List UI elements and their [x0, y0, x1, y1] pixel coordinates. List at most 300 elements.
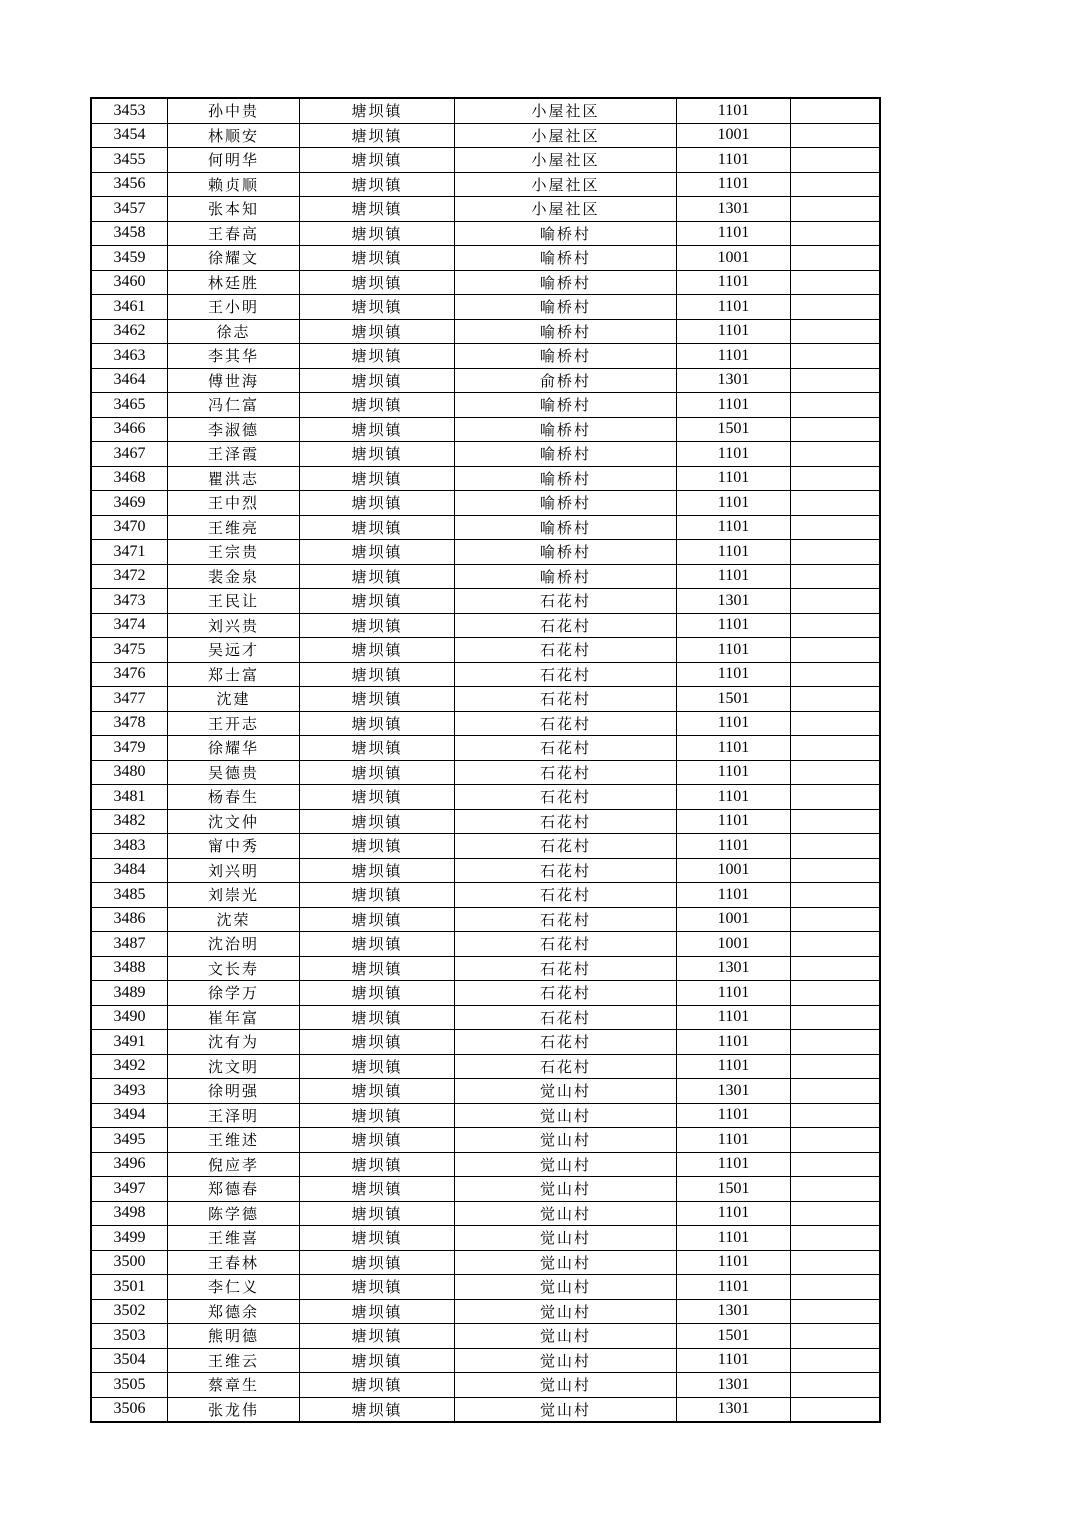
- town-name: 塘坝镇: [300, 123, 455, 148]
- table-row: [91, 221, 880, 246]
- person-name: 甯中秀: [168, 834, 300, 859]
- category-code: 1301: [677, 1079, 791, 1104]
- category-code: 1101: [677, 1054, 791, 1079]
- person-name: 王维喜: [168, 1226, 300, 1251]
- village-name: 石花村: [455, 1030, 677, 1055]
- row-number: 3468: [91, 466, 168, 491]
- category-code: 1301: [677, 197, 791, 222]
- town-name: 塘坝镇: [300, 662, 455, 687]
- village-name: 喻桥村: [455, 564, 677, 589]
- town-name: 塘坝镇: [300, 883, 455, 908]
- town-name: 塘坝镇: [300, 760, 455, 785]
- village-name: 石花村: [455, 1005, 677, 1030]
- village-name: 喻桥村: [455, 246, 677, 271]
- village-name: 觉山村: [455, 1128, 677, 1153]
- category-code: 1101: [677, 1201, 791, 1226]
- town-name: 塘坝镇: [300, 1177, 455, 1202]
- category-code: 1501: [677, 1324, 791, 1349]
- person-name: 郑士富: [168, 662, 300, 687]
- remark-cell: [791, 613, 881, 638]
- remark-cell: [791, 589, 881, 614]
- category-code: 1101: [677, 319, 791, 344]
- table-row: [91, 148, 880, 173]
- category-code: 1101: [677, 1275, 791, 1300]
- village-name: 石花村: [455, 662, 677, 687]
- table-row: [91, 736, 880, 761]
- table-row: [91, 1054, 880, 1079]
- remark-cell: [791, 148, 881, 173]
- row-number: 3467: [91, 442, 168, 467]
- town-name: 塘坝镇: [300, 1103, 455, 1128]
- table-row: [91, 491, 880, 516]
- person-name: 郑德春: [168, 1177, 300, 1202]
- category-code: 1101: [677, 393, 791, 418]
- remark-cell: [791, 932, 881, 957]
- row-number: 3490: [91, 1005, 168, 1030]
- town-name: 塘坝镇: [300, 368, 455, 393]
- remark-cell: [791, 1397, 881, 1422]
- table-row: [91, 1079, 880, 1104]
- table-row: [91, 711, 880, 736]
- category-code: 1101: [677, 148, 791, 173]
- person-name: 沈有为: [168, 1030, 300, 1055]
- row-number: 3461: [91, 295, 168, 320]
- village-name: 觉山村: [455, 1250, 677, 1275]
- table-row: [91, 956, 880, 981]
- row-number: 3456: [91, 172, 168, 197]
- town-name: 塘坝镇: [300, 834, 455, 859]
- village-name: 石花村: [455, 809, 677, 834]
- person-name: 徐耀文: [168, 246, 300, 271]
- table-row: [91, 834, 880, 859]
- row-number: 3459: [91, 246, 168, 271]
- village-name: 觉山村: [455, 1226, 677, 1251]
- person-name: 刘兴贵: [168, 613, 300, 638]
- row-number: 3474: [91, 613, 168, 638]
- village-name: 喻桥村: [455, 466, 677, 491]
- remark-cell: [791, 1250, 881, 1275]
- town-name: 塘坝镇: [300, 638, 455, 663]
- village-name: 石花村: [455, 932, 677, 957]
- row-number: 3495: [91, 1128, 168, 1153]
- remark-cell: [791, 785, 881, 810]
- person-name: 赖贞顺: [168, 172, 300, 197]
- remark-cell: [791, 1373, 881, 1398]
- remark-cell: [791, 638, 881, 663]
- roster-body: [91, 98, 880, 1422]
- category-code: 1101: [677, 98, 791, 123]
- category-code: 1101: [677, 638, 791, 663]
- row-number: 3481: [91, 785, 168, 810]
- category-code: 1101: [677, 1250, 791, 1275]
- town-name: 塘坝镇: [300, 785, 455, 810]
- person-name: 王维云: [168, 1348, 300, 1373]
- village-name: 石花村: [455, 858, 677, 883]
- remark-cell: [791, 883, 881, 908]
- row-number: 3457: [91, 197, 168, 222]
- row-number: 3479: [91, 736, 168, 761]
- category-code: 1101: [677, 466, 791, 491]
- row-number: 3499: [91, 1226, 168, 1251]
- town-name: 塘坝镇: [300, 393, 455, 418]
- table-row: [91, 907, 880, 932]
- category-code: 1101: [677, 834, 791, 859]
- row-number: 3477: [91, 687, 168, 712]
- village-name: 小屋社区: [455, 98, 677, 123]
- remark-cell: [791, 417, 881, 442]
- row-number: 3492: [91, 1054, 168, 1079]
- table-row: [91, 466, 880, 491]
- table-row: [91, 270, 880, 295]
- village-name: 觉山村: [455, 1079, 677, 1104]
- town-name: 塘坝镇: [300, 809, 455, 834]
- town-name: 塘坝镇: [300, 1373, 455, 1398]
- person-name: 倪应孝: [168, 1152, 300, 1177]
- category-code: 1101: [677, 1030, 791, 1055]
- category-code: 1101: [677, 883, 791, 908]
- category-code: 1301: [677, 1373, 791, 1398]
- town-name: 塘坝镇: [300, 981, 455, 1006]
- person-name: 李仁义: [168, 1275, 300, 1300]
- remark-cell: [791, 760, 881, 785]
- row-number: 3455: [91, 148, 168, 173]
- row-number: 3469: [91, 491, 168, 516]
- town-name: 塘坝镇: [300, 466, 455, 491]
- category-code: 1101: [677, 711, 791, 736]
- village-name: 觉山村: [455, 1152, 677, 1177]
- remark-cell: [791, 98, 881, 123]
- table-row: [91, 442, 880, 467]
- row-number: 3473: [91, 589, 168, 614]
- town-name: 塘坝镇: [300, 1226, 455, 1251]
- table-row: [91, 98, 880, 123]
- person-name: 裴金泉: [168, 564, 300, 589]
- person-name: 李淑德: [168, 417, 300, 442]
- category-code: 1101: [677, 1348, 791, 1373]
- village-name: 喻桥村: [455, 417, 677, 442]
- town-name: 塘坝镇: [300, 1275, 455, 1300]
- category-code: 1101: [677, 809, 791, 834]
- table-row: [91, 1373, 880, 1398]
- table-row: [91, 172, 880, 197]
- remark-cell: [791, 1299, 881, 1324]
- category-code: 1101: [677, 270, 791, 295]
- row-number: 3453: [91, 98, 168, 123]
- person-name: 冯仁富: [168, 393, 300, 418]
- person-name: 王泽明: [168, 1103, 300, 1128]
- village-name: 石花村: [455, 638, 677, 663]
- person-name: 熊明德: [168, 1324, 300, 1349]
- village-name: 喻桥村: [455, 319, 677, 344]
- village-name: 觉山村: [455, 1177, 677, 1202]
- category-code: 1101: [677, 1005, 791, 1030]
- person-name: 沈荣: [168, 907, 300, 932]
- person-name: 刘崇光: [168, 883, 300, 908]
- remark-cell: [791, 197, 881, 222]
- town-name: 塘坝镇: [300, 858, 455, 883]
- table-row: [91, 368, 880, 393]
- village-name: 石花村: [455, 981, 677, 1006]
- category-code: 1101: [677, 981, 791, 1006]
- remark-cell: [791, 1324, 881, 1349]
- remark-cell: [791, 1201, 881, 1226]
- roster-table: [90, 97, 881, 1423]
- table-row: [91, 1201, 880, 1226]
- category-code: 1101: [677, 564, 791, 589]
- person-name: 蔡章生: [168, 1373, 300, 1398]
- table-row: [91, 1397, 880, 1422]
- town-name: 塘坝镇: [300, 687, 455, 712]
- table-row: [91, 932, 880, 957]
- town-name: 塘坝镇: [300, 1030, 455, 1055]
- person-name: 林顺安: [168, 123, 300, 148]
- remark-cell: [791, 1128, 881, 1153]
- row-number: 3476: [91, 662, 168, 687]
- town-name: 塘坝镇: [300, 491, 455, 516]
- village-name: 喻桥村: [455, 221, 677, 246]
- category-code: 1001: [677, 246, 791, 271]
- person-name: 何明华: [168, 148, 300, 173]
- town-name: 塘坝镇: [300, 956, 455, 981]
- person-name: 徐学万: [168, 981, 300, 1006]
- town-name: 塘坝镇: [300, 148, 455, 173]
- person-name: 吴远才: [168, 638, 300, 663]
- category-code: 1301: [677, 956, 791, 981]
- row-number: 3470: [91, 515, 168, 540]
- village-name: 石花村: [455, 589, 677, 614]
- village-name: 石花村: [455, 834, 677, 859]
- table-row: [91, 662, 880, 687]
- person-name: 刘兴明: [168, 858, 300, 883]
- person-name: 郑德余: [168, 1299, 300, 1324]
- table-row: [91, 638, 880, 663]
- table-row: [91, 295, 880, 320]
- village-name: 喻桥村: [455, 344, 677, 369]
- town-name: 塘坝镇: [300, 295, 455, 320]
- village-name: 觉山村: [455, 1201, 677, 1226]
- town-name: 塘坝镇: [300, 270, 455, 295]
- table-row: [91, 1152, 880, 1177]
- table-row: [91, 687, 880, 712]
- remark-cell: [791, 711, 881, 736]
- row-number: 3497: [91, 1177, 168, 1202]
- town-name: 塘坝镇: [300, 1201, 455, 1226]
- town-name: 塘坝镇: [300, 1397, 455, 1422]
- remark-cell: [791, 540, 881, 565]
- row-number: 3466: [91, 417, 168, 442]
- category-code: 1101: [677, 736, 791, 761]
- category-code: 1101: [677, 662, 791, 687]
- village-name: 觉山村: [455, 1275, 677, 1300]
- person-name: 徐志: [168, 319, 300, 344]
- category-code: 1301: [677, 589, 791, 614]
- row-number: 3475: [91, 638, 168, 663]
- town-name: 塘坝镇: [300, 1152, 455, 1177]
- town-name: 塘坝镇: [300, 932, 455, 957]
- remark-cell: [791, 1226, 881, 1251]
- village-name: 小屋社区: [455, 148, 677, 173]
- person-name: 王维述: [168, 1128, 300, 1153]
- person-name: 杨春生: [168, 785, 300, 810]
- table-row: [91, 1226, 880, 1251]
- row-number: 3501: [91, 1275, 168, 1300]
- remark-cell: [791, 246, 881, 271]
- row-number: 3489: [91, 981, 168, 1006]
- row-number: 3463: [91, 344, 168, 369]
- row-number: 3464: [91, 368, 168, 393]
- town-name: 塘坝镇: [300, 98, 455, 123]
- village-name: 喻桥村: [455, 393, 677, 418]
- remark-cell: [791, 368, 881, 393]
- person-name: 崔年富: [168, 1005, 300, 1030]
- row-number: 3498: [91, 1201, 168, 1226]
- person-name: 王维亮: [168, 515, 300, 540]
- remark-cell: [791, 1030, 881, 1055]
- person-name: 张龙伟: [168, 1397, 300, 1422]
- town-name: 塘坝镇: [300, 1348, 455, 1373]
- table-row: [91, 883, 880, 908]
- table-row: [91, 858, 880, 883]
- row-number: 3482: [91, 809, 168, 834]
- person-name: 林廷胜: [168, 270, 300, 295]
- town-name: 塘坝镇: [300, 1299, 455, 1324]
- category-code: 1101: [677, 540, 791, 565]
- remark-cell: [791, 834, 881, 859]
- table-row: [91, 760, 880, 785]
- category-code: 1101: [677, 1226, 791, 1251]
- village-name: 喻桥村: [455, 270, 677, 295]
- remark-cell: [791, 1177, 881, 1202]
- remark-cell: [791, 1103, 881, 1128]
- category-code: 1101: [677, 491, 791, 516]
- category-code: 1101: [677, 1128, 791, 1153]
- town-name: 塘坝镇: [300, 1005, 455, 1030]
- village-name: 石花村: [455, 687, 677, 712]
- row-number: 3480: [91, 760, 168, 785]
- table-row: [91, 809, 880, 834]
- row-number: 3503: [91, 1324, 168, 1349]
- remark-cell: [791, 1348, 881, 1373]
- category-code: 1101: [677, 760, 791, 785]
- row-number: 3487: [91, 932, 168, 957]
- town-name: 塘坝镇: [300, 1324, 455, 1349]
- table-row: [91, 981, 880, 1006]
- row-number: 3454: [91, 123, 168, 148]
- row-number: 3483: [91, 834, 168, 859]
- town-name: 塘坝镇: [300, 613, 455, 638]
- village-name: 喻桥村: [455, 295, 677, 320]
- category-code: 1301: [677, 368, 791, 393]
- town-name: 塘坝镇: [300, 1128, 455, 1153]
- village-name: 石花村: [455, 883, 677, 908]
- row-number: 3460: [91, 270, 168, 295]
- village-name: 石花村: [455, 785, 677, 810]
- town-name: 塘坝镇: [300, 736, 455, 761]
- table-row: [91, 785, 880, 810]
- person-name: 沈文仲: [168, 809, 300, 834]
- remark-cell: [791, 858, 881, 883]
- town-name: 塘坝镇: [300, 515, 455, 540]
- person-name: 吴德贵: [168, 760, 300, 785]
- town-name: 塘坝镇: [300, 589, 455, 614]
- person-name: 王开志: [168, 711, 300, 736]
- village-name: 喻桥村: [455, 540, 677, 565]
- remark-cell: [791, 736, 881, 761]
- village-name: 小屋社区: [455, 172, 677, 197]
- person-name: 张本知: [168, 197, 300, 222]
- remark-cell: [791, 344, 881, 369]
- village-name: 觉山村: [455, 1348, 677, 1373]
- person-name: 陈学德: [168, 1201, 300, 1226]
- remark-cell: [791, 1005, 881, 1030]
- category-code: 1101: [677, 344, 791, 369]
- table-row: [91, 246, 880, 271]
- remark-cell: [791, 466, 881, 491]
- remark-cell: [791, 270, 881, 295]
- table-row: [91, 197, 880, 222]
- village-name: 石花村: [455, 760, 677, 785]
- remark-cell: [791, 907, 881, 932]
- village-name: 喻桥村: [455, 515, 677, 540]
- table-row: [91, 417, 880, 442]
- person-name: 文长寿: [168, 956, 300, 981]
- row-number: 3471: [91, 540, 168, 565]
- village-name: 觉山村: [455, 1373, 677, 1398]
- row-number: 3462: [91, 319, 168, 344]
- category-code: 1101: [677, 442, 791, 467]
- table-row: [91, 1128, 880, 1153]
- row-number: 3506: [91, 1397, 168, 1422]
- category-code: 1101: [677, 613, 791, 638]
- village-name: 石花村: [455, 613, 677, 638]
- village-name: 俞桥村: [455, 368, 677, 393]
- village-name: 石花村: [455, 907, 677, 932]
- remark-cell: [791, 1275, 881, 1300]
- person-name: 沈建: [168, 687, 300, 712]
- category-code: 1101: [677, 515, 791, 540]
- row-number: 3486: [91, 907, 168, 932]
- table-row: [91, 613, 880, 638]
- table-row: [91, 123, 880, 148]
- person-name: 瞿洪志: [168, 466, 300, 491]
- person-name: 傅世海: [168, 368, 300, 393]
- person-name: 孙中贵: [168, 98, 300, 123]
- remark-cell: [791, 515, 881, 540]
- table-row: [91, 1324, 880, 1349]
- town-name: 塘坝镇: [300, 172, 455, 197]
- table-row: [91, 1299, 880, 1324]
- remark-cell: [791, 564, 881, 589]
- town-name: 塘坝镇: [300, 246, 455, 271]
- remark-cell: [791, 809, 881, 834]
- remark-cell: [791, 1054, 881, 1079]
- person-name: 王春高: [168, 221, 300, 246]
- village-name: 石花村: [455, 736, 677, 761]
- remark-cell: [791, 1079, 881, 1104]
- person-name: 李其华: [168, 344, 300, 369]
- row-number: 3500: [91, 1250, 168, 1275]
- person-name: 王小明: [168, 295, 300, 320]
- table-row: [91, 540, 880, 565]
- town-name: 塘坝镇: [300, 1054, 455, 1079]
- row-number: 3491: [91, 1030, 168, 1055]
- village-name: 觉山村: [455, 1299, 677, 1324]
- row-number: 3484: [91, 858, 168, 883]
- remark-cell: [791, 981, 881, 1006]
- remark-cell: [791, 123, 881, 148]
- remark-cell: [791, 491, 881, 516]
- town-name: 塘坝镇: [300, 1250, 455, 1275]
